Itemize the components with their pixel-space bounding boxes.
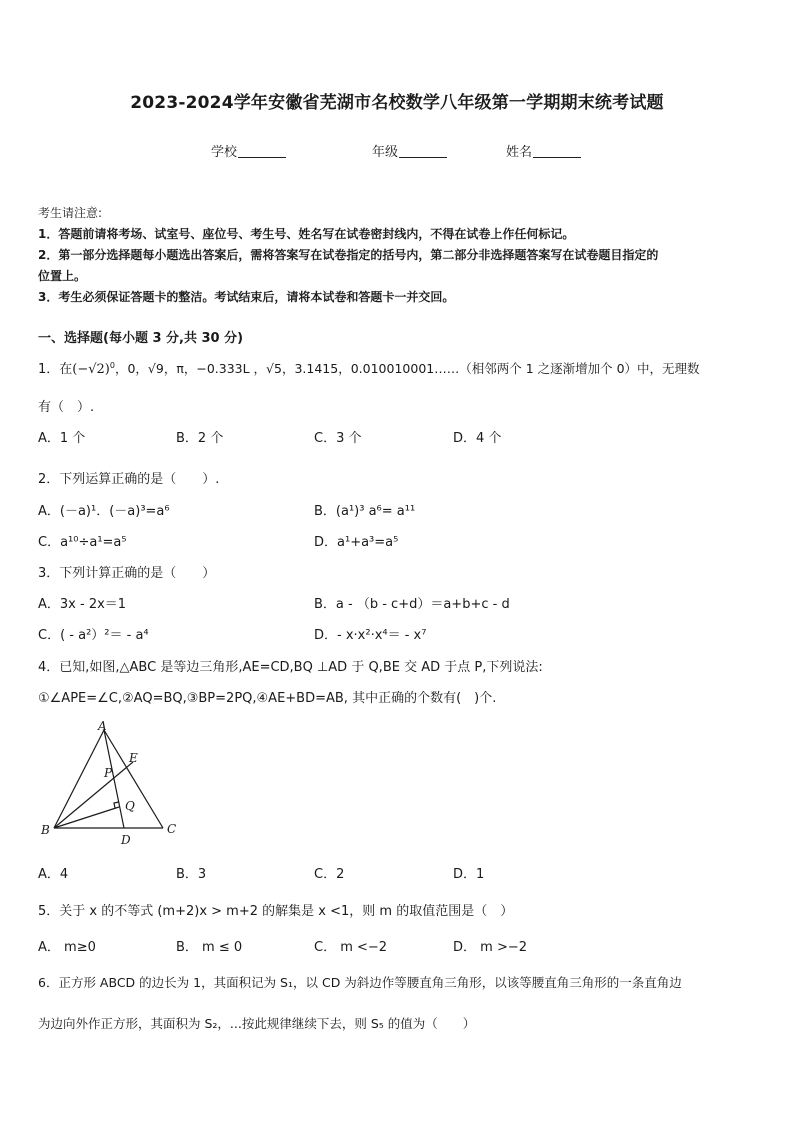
- exam-title: 2023-2024学年安徽省芜湖市名校数学八年级第一学期期末统考试题: [130, 93, 664, 113]
- q1-rest: ，0，√9，π，−0.333L ，√5，3.1415，0.010010001……（相邻两个 1 之逐渐增加个 0）中，无理数: [114, 361, 700, 376]
- q2-option-d[interactable]: D．a¹+a³=a⁵: [314, 535, 399, 550]
- label-q: Q: [125, 799, 135, 813]
- q4-option-b[interactable]: B．3: [176, 867, 207, 882]
- q1-option-c[interactable]: C．3 个: [314, 431, 362, 446]
- question-6-line-2: 为边向外作正方形，其面积为 S₂，...按此规律继续下去，则 S₅ 的值为（ ）: [38, 1016, 476, 1031]
- notice-item: 位置上。: [38, 269, 87, 283]
- q4-option-c[interactable]: C．2: [314, 867, 345, 882]
- q2-option-a[interactable]: A．(－a)¹．(－a)³=a⁶: [38, 504, 170, 519]
- notice-block: [38, 203, 758, 308]
- q1-option-d[interactable]: D．4 个: [453, 431, 502, 446]
- triangle-figure: [36, 716, 196, 850]
- q1-option-a[interactable]: A．1 个: [38, 431, 86, 446]
- label-e: E: [129, 751, 138, 765]
- label-c: C: [167, 822, 177, 836]
- name-field: [506, 141, 581, 160]
- q5-option-b[interactable]: B． m ≤ 0: [176, 940, 243, 955]
- q3-option-a[interactable]: A．3x - 2x＝1: [38, 597, 127, 612]
- question-4-line-2: ①∠APE=∠C,②AQ=BQ,③BP=2PQ,④AE+BD=AB, 其中正确的个数有( )个.: [38, 691, 497, 706]
- label-p: P: [104, 766, 113, 780]
- notice-item: 2．第一部分选择题每小题选出答案后，需将答案写在试卷指定的括号内，第二部分非选择题答案写在试卷题目指定的: [38, 248, 659, 262]
- notice-item: 1．答题前请将考场、试室号、座位号、考生号、姓名写在试卷密封线内，不得在试卷上作任何标记。: [38, 227, 575, 241]
- label-d: D: [121, 833, 131, 847]
- q5-option-a[interactable]: A． m≥0: [38, 940, 96, 955]
- label-b: B: [41, 823, 50, 837]
- q4-option-a[interactable]: A．4: [38, 867, 69, 882]
- q1-option-b[interactable]: B．2 个: [176, 431, 224, 446]
- question-6-line-1: 6．正方形 ABCD 的边长为 1，其面积记为 S₁，以 CD 为斜边作等腰直角三角形，以该等腰直角三角形的一条直角边: [38, 975, 682, 990]
- notice-heading: 考生请注意:: [38, 206, 103, 220]
- question-5-stem: 5．关于 x 的不等式 (m+2)x > m+2 的解集是 x <1，则 m 的取值范围是（ ）: [38, 904, 514, 919]
- school-label: 学校: [211, 145, 238, 160]
- q3-option-c[interactable]: C．( - a²）²＝ - a⁴: [38, 628, 149, 643]
- edge-ab: [54, 730, 104, 828]
- q5-option-c[interactable]: C． m <−2: [314, 940, 388, 955]
- q2-option-b[interactable]: B．(a¹)³ a⁶= a¹¹: [314, 504, 416, 519]
- q1-prefix: 1．在: [38, 362, 73, 377]
- q5-option-d[interactable]: D． m >−2: [453, 940, 527, 955]
- grade-field: [372, 141, 447, 160]
- name-label: 姓名: [506, 145, 533, 160]
- question-2-stem: 2．下列运算正确的是（ ）.: [38, 472, 220, 487]
- question-3-stem: 3．下列计算正确的是（ ）: [38, 566, 216, 581]
- name-blank[interactable]: [533, 143, 581, 158]
- q3-option-d[interactable]: D．- x·x²·x⁴＝ - x⁷: [314, 628, 427, 643]
- grade-label: 年级: [372, 145, 399, 160]
- section-heading: 一、选择题(每小题 3 分,共 30 分): [38, 331, 244, 346]
- q1-sup: 0: [109, 361, 115, 370]
- q4-option-d[interactable]: D．1: [453, 867, 485, 882]
- label-a: A: [98, 719, 107, 733]
- question-1-line-2: 有（ ）.: [38, 400, 95, 415]
- notice-item: 3．考生必须保证答题卡的整洁。考试结束后，请将本试卷和答题卡一并交回。: [38, 290, 455, 304]
- grade-blank[interactable]: [399, 143, 447, 158]
- q1-paren: (−√2): [72, 362, 110, 377]
- segment-be: [54, 762, 133, 828]
- q2-option-c[interactable]: C．a¹⁰÷a¹=a⁵: [38, 535, 127, 550]
- school-blank[interactable]: [238, 143, 286, 158]
- question-1-line-1: [38, 358, 700, 377]
- question-4-line-1: 4．已知,如图,△ABC 是等边三角形,AE=CD,BQ ⊥AD 于 Q,BE 交 AD 于点 P,下列说法:: [38, 660, 543, 675]
- q3-option-b[interactable]: B．a - （b - c+d）＝a+b+c - d: [314, 597, 510, 612]
- school-field: [211, 141, 286, 160]
